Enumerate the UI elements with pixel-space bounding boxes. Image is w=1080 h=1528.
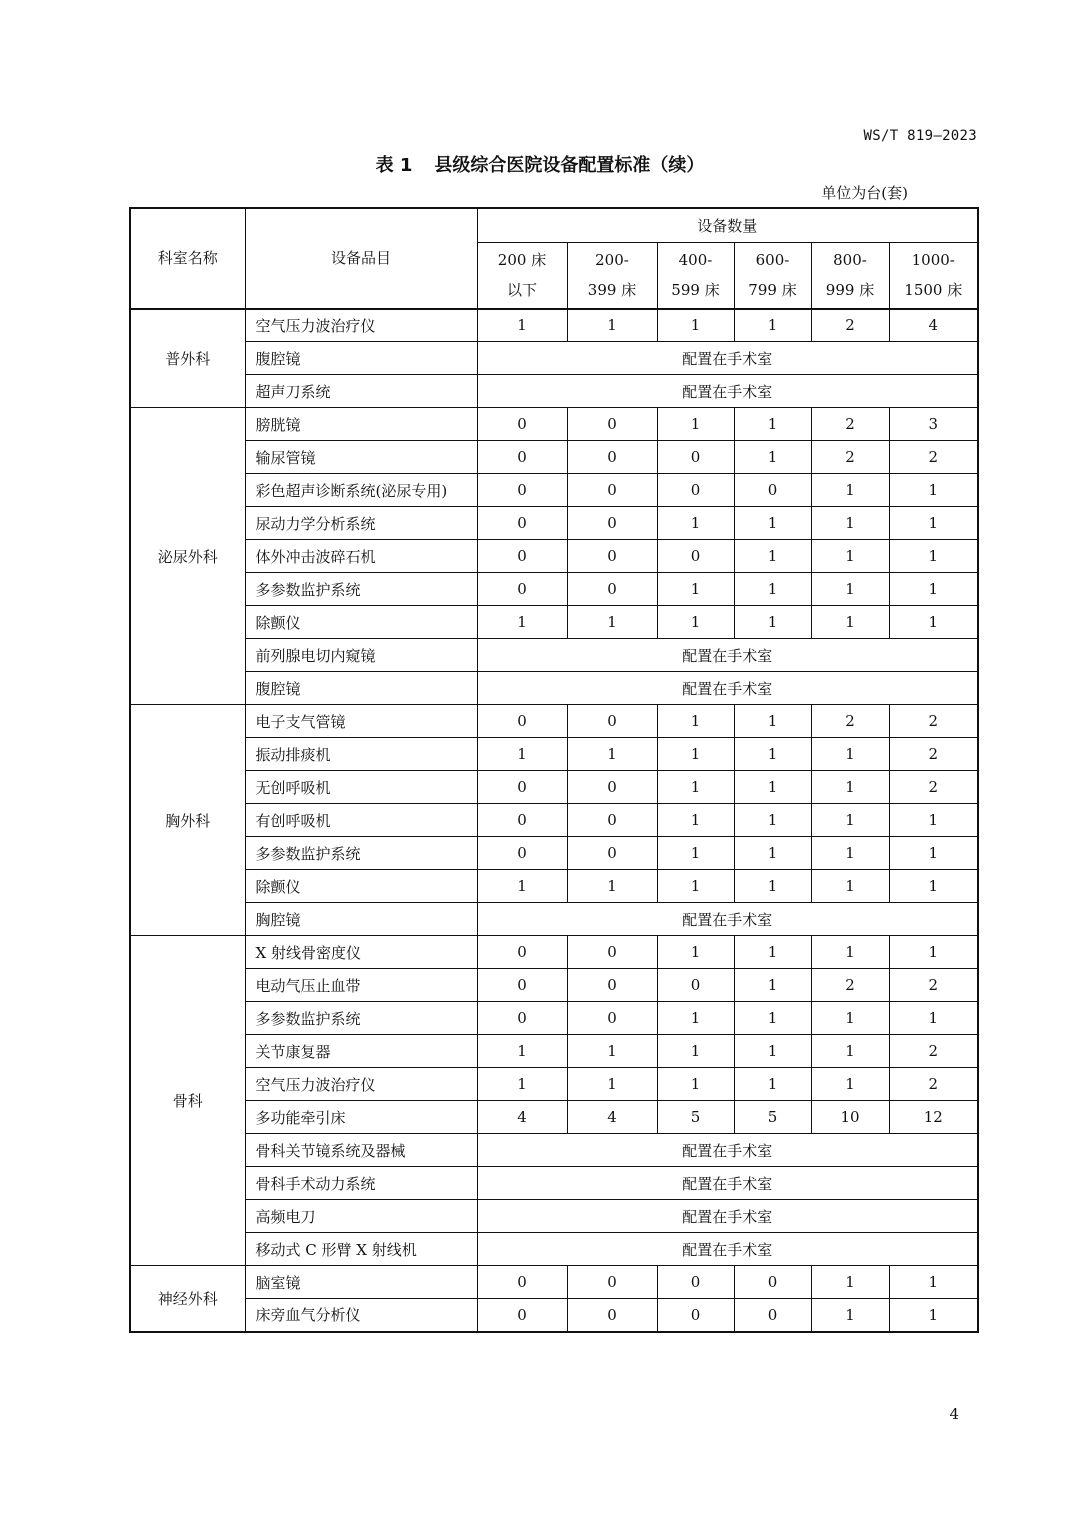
quantity-cell: 2	[889, 738, 978, 771]
equipment-item: 腹腔镜	[245, 342, 477, 375]
header-bed-range	[477, 243, 567, 309]
merged-note: 配置在手术室	[477, 1200, 978, 1233]
merged-note: 配置在手术室	[477, 375, 978, 408]
quantity-cell: 0	[567, 1266, 657, 1299]
equipment-item: 骨科关节镜系统及器械	[245, 1134, 477, 1167]
quantity-cell: 1	[734, 969, 811, 1002]
quantity-cell: 1	[477, 606, 567, 639]
quantity-cell: 1	[889, 540, 978, 573]
quantity-cell: 0	[734, 1266, 811, 1299]
quantity-cell: 1	[811, 606, 889, 639]
quantity-cell: 1	[889, 474, 978, 507]
quantity-cell: 1	[734, 309, 811, 342]
quantity-cell: 4	[889, 309, 978, 342]
table-row	[130, 672, 978, 705]
quantity-cell: 0	[657, 441, 734, 474]
quantity-cell: 1	[811, 1068, 889, 1101]
header-quantity: 设备数量	[477, 208, 978, 243]
department-name: 胸外科	[130, 705, 245, 936]
quantity-cell: 1	[811, 936, 889, 969]
quantity-cell: 1	[657, 771, 734, 804]
quantity-cell: 0	[477, 573, 567, 606]
quantity-cell: 0	[567, 969, 657, 1002]
quantity-cell: 1	[811, 1035, 889, 1068]
equipment-item: 电动气压止血带	[245, 969, 477, 1002]
quantity-cell: 0	[477, 540, 567, 573]
quantity-cell: 5	[657, 1101, 734, 1134]
quantity-cell: 1	[811, 738, 889, 771]
table-row	[130, 1167, 978, 1200]
quantity-cell: 1	[734, 804, 811, 837]
table-row	[130, 1035, 978, 1068]
quantity-cell: 0	[657, 540, 734, 573]
header-bed-range	[567, 243, 657, 309]
table-title	[0, 151, 1080, 177]
table-row	[130, 1233, 978, 1266]
quantity-cell: 0	[567, 705, 657, 738]
merged-note: 配置在手术室	[477, 342, 978, 375]
table-row	[130, 408, 978, 441]
quantity-cell: 0	[657, 1266, 734, 1299]
quantity-cell: 1	[811, 474, 889, 507]
quantity-cell: 0	[477, 507, 567, 540]
table-row	[130, 474, 978, 507]
equipment-item: 体外冲击波碎石机	[245, 540, 477, 573]
quantity-cell: 1	[889, 837, 978, 870]
quantity-cell: 1	[567, 606, 657, 639]
table-row	[130, 573, 978, 606]
quantity-cell: 1	[657, 408, 734, 441]
quantity-cell: 1	[811, 804, 889, 837]
equipment-item: 除颤仪	[245, 606, 477, 639]
table-body	[130, 309, 978, 1332]
quantity-cell: 1	[889, 936, 978, 969]
quantity-cell: 0	[567, 441, 657, 474]
quantity-cell: 0	[477, 1299, 567, 1332]
quantity-cell: 0	[567, 408, 657, 441]
quantity-cell: 0	[477, 969, 567, 1002]
table-row	[130, 1299, 978, 1332]
equipment-item: 床旁血气分析仪	[245, 1299, 477, 1332]
table-title-text: 县级综合医院设备配置标准（续）	[434, 155, 705, 176]
bed-range-line2: 1500 床	[904, 281, 963, 300]
quantity-cell: 0	[657, 1299, 734, 1332]
table-row	[130, 1200, 978, 1233]
quantity-cell: 1	[811, 573, 889, 606]
equipment-item: 脑室镜	[245, 1266, 477, 1299]
bed-range-line2: 999 床	[825, 281, 875, 300]
table-number: 表 1	[375, 155, 413, 176]
quantity-cell: 0	[567, 837, 657, 870]
quantity-cell: 0	[477, 705, 567, 738]
quantity-cell: 1	[657, 870, 734, 903]
quantity-cell: 4	[477, 1101, 567, 1134]
quantity-cell: 1	[657, 1068, 734, 1101]
quantity-cell: 2	[889, 705, 978, 738]
quantity-cell: 2	[889, 771, 978, 804]
quantity-cell: 2	[811, 969, 889, 1002]
table-row	[130, 309, 978, 342]
quantity-cell: 1	[811, 1299, 889, 1332]
equipment-item: 多参数监护系统	[245, 837, 477, 870]
table-row	[130, 936, 978, 969]
quantity-cell: 1	[734, 1068, 811, 1101]
quantity-cell: 1	[889, 606, 978, 639]
bed-range-line1: 800-	[833, 251, 867, 270]
equipment-item: 有创呼吸机	[245, 804, 477, 837]
quantity-cell: 1	[567, 738, 657, 771]
quantity-cell: 2	[811, 408, 889, 441]
quantity-cell: 1	[657, 507, 734, 540]
quantity-cell: 0	[657, 474, 734, 507]
table-row	[130, 771, 978, 804]
quantity-cell: 1	[657, 738, 734, 771]
quantity-cell: 1	[889, 1299, 978, 1332]
quantity-cell: 1	[567, 1035, 657, 1068]
equipment-item: 无创呼吸机	[245, 771, 477, 804]
quantity-cell: 1	[734, 738, 811, 771]
quantity-cell: 1	[734, 1035, 811, 1068]
quantity-cell: 1	[734, 507, 811, 540]
quantity-cell: 3	[889, 408, 978, 441]
header-bed-range	[734, 243, 811, 309]
quantity-cell: 1	[889, 507, 978, 540]
quantity-cell: 1	[734, 441, 811, 474]
quantity-cell: 1	[477, 1068, 567, 1101]
quantity-cell: 1	[889, 804, 978, 837]
quantity-cell: 2	[889, 1068, 978, 1101]
table-row	[130, 1134, 978, 1167]
quantity-cell: 0	[477, 1266, 567, 1299]
quantity-cell: 1	[811, 771, 889, 804]
quantity-cell: 0	[567, 474, 657, 507]
table-row	[130, 540, 978, 573]
quantity-cell: 0	[477, 441, 567, 474]
equipment-item: 多参数监护系统	[245, 573, 477, 606]
table-row	[130, 342, 978, 375]
quantity-cell: 1	[734, 1002, 811, 1035]
table-row	[130, 837, 978, 870]
header-bed-range	[657, 243, 734, 309]
table-row	[130, 1002, 978, 1035]
bed-range-line1: 400-	[678, 251, 713, 270]
merged-note: 配置在手术室	[477, 1167, 978, 1200]
bed-range-line2: 399 床	[587, 281, 637, 300]
equipment-item: X 射线骨密度仪	[245, 936, 477, 969]
quantity-cell: 0	[477, 936, 567, 969]
quantity-cell: 0	[567, 507, 657, 540]
equipment-item: 移动式 C 形臂 X 射线机	[245, 1233, 477, 1266]
quantity-cell: 1	[811, 837, 889, 870]
quantity-cell: 1	[657, 606, 734, 639]
quantity-cell: 2	[889, 441, 978, 474]
quantity-cell: 0	[477, 771, 567, 804]
quantity-cell: 1	[811, 507, 889, 540]
quantity-cell: 1	[734, 936, 811, 969]
quantity-cell: 0	[477, 408, 567, 441]
table-row	[130, 705, 978, 738]
quantity-cell: 0	[567, 771, 657, 804]
quantity-cell: 0	[567, 540, 657, 573]
quantity-cell: 1	[811, 870, 889, 903]
quantity-cell: 5	[734, 1101, 811, 1134]
quantity-cell: 0	[734, 1299, 811, 1332]
table-row	[130, 375, 978, 408]
quantity-cell: 1	[734, 837, 811, 870]
quantity-cell: 1	[811, 540, 889, 573]
quantity-cell: 0	[477, 837, 567, 870]
quantity-cell: 2	[811, 441, 889, 474]
quantity-cell: 1	[734, 870, 811, 903]
table-row	[130, 639, 978, 672]
table-row	[130, 1101, 978, 1134]
quantity-cell: 0	[567, 1299, 657, 1332]
quantity-cell: 0	[657, 969, 734, 1002]
equipment-item: 多参数监护系统	[245, 1002, 477, 1035]
equipment-item: 关节康复器	[245, 1035, 477, 1068]
equipment-item: 尿动力学分析系统	[245, 507, 477, 540]
equipment-item: 电子支气管镜	[245, 705, 477, 738]
equipment-item: 骨科手术动力系统	[245, 1167, 477, 1200]
quantity-cell: 1	[889, 1266, 978, 1299]
table-row	[130, 1068, 978, 1101]
page-number: 4	[949, 1405, 959, 1423]
quantity-cell: 0	[734, 474, 811, 507]
equipment-item: 前列腺电切内窥镜	[245, 639, 477, 672]
department-name: 普外科	[130, 309, 245, 408]
quantity-cell: 10	[811, 1101, 889, 1134]
bed-range-line2: 799 床	[748, 281, 797, 300]
quantity-cell: 1	[734, 408, 811, 441]
quantity-cell: 0	[567, 804, 657, 837]
quantity-cell: 0	[477, 474, 567, 507]
quantity-cell: 1	[889, 1002, 978, 1035]
bed-range-line1: 1000-	[911, 251, 955, 270]
quantity-cell: 0	[567, 1002, 657, 1035]
merged-note: 配置在手术室	[477, 639, 978, 672]
merged-note: 配置在手术室	[477, 903, 978, 936]
equipment-item: 腹腔镜	[245, 672, 477, 705]
header-bed-range	[811, 243, 889, 309]
quantity-cell: 1	[657, 573, 734, 606]
quantity-cell: 1	[734, 573, 811, 606]
quantity-cell: 1	[477, 1035, 567, 1068]
bed-range-line1: 200 床	[497, 251, 547, 270]
quantity-cell: 1	[477, 309, 567, 342]
standard-code: WS/T 819—2023	[863, 128, 977, 144]
equipment-item: 高频电刀	[245, 1200, 477, 1233]
equipment-item: 空气压力波治疗仪	[245, 309, 477, 342]
quantity-cell: 4	[567, 1101, 657, 1134]
equipment-item: 多功能牵引床	[245, 1101, 477, 1134]
header-bed-range	[889, 243, 978, 309]
equipment-item: 除颤仪	[245, 870, 477, 903]
quantity-cell: 1	[734, 771, 811, 804]
merged-note: 配置在手术室	[477, 672, 978, 705]
quantity-cell: 0	[567, 573, 657, 606]
department-name: 泌尿外科	[130, 408, 245, 705]
table-header	[130, 208, 978, 309]
table-row	[130, 903, 978, 936]
quantity-cell: 12	[889, 1101, 978, 1134]
quantity-cell: 1	[657, 705, 734, 738]
quantity-cell: 2	[811, 309, 889, 342]
bed-range-line2: 以下	[506, 281, 537, 300]
quantity-cell: 1	[657, 837, 734, 870]
equipment-item: 胸腔镜	[245, 903, 477, 936]
equipment-item: 膀胱镜	[245, 408, 477, 441]
quantity-cell: 2	[811, 705, 889, 738]
quantity-cell: 1	[889, 573, 978, 606]
table-row	[130, 507, 978, 540]
quantity-cell: 1	[657, 804, 734, 837]
table-row	[130, 1266, 978, 1299]
table-row	[130, 804, 978, 837]
header-item: 设备品目	[245, 208, 477, 309]
merged-note: 配置在手术室	[477, 1233, 978, 1266]
quantity-cell: 1	[477, 870, 567, 903]
quantity-cell: 1	[889, 870, 978, 903]
quantity-cell: 0	[477, 804, 567, 837]
quantity-cell: 1	[657, 1035, 734, 1068]
quantity-cell: 1	[811, 1266, 889, 1299]
department-name: 神经外科	[130, 1266, 245, 1332]
equipment-item: 彩色超声诊断系统(泌尿专用)	[245, 474, 477, 507]
quantity-cell: 2	[889, 1035, 978, 1068]
table-row	[130, 870, 978, 903]
equipment-item: 振动排痰机	[245, 738, 477, 771]
bed-range-line2: 599 床	[671, 281, 720, 300]
equipment-item: 超声刀系统	[245, 375, 477, 408]
table-row	[130, 606, 978, 639]
quantity-cell: 1	[567, 870, 657, 903]
quantity-cell: 2	[889, 969, 978, 1002]
unit-note: 单位为台(套)	[821, 184, 908, 202]
table-row	[130, 441, 978, 474]
quantity-cell: 1	[657, 309, 734, 342]
equipment-table	[129, 207, 979, 1333]
merged-note: 配置在手术室	[477, 1134, 978, 1167]
quantity-cell: 1	[734, 705, 811, 738]
quantity-cell: 0	[567, 936, 657, 969]
quantity-cell: 1	[567, 1068, 657, 1101]
quantity-cell: 1	[811, 1002, 889, 1035]
header-department: 科室名称	[130, 208, 245, 309]
bed-range-line1: 600-	[755, 251, 790, 270]
bed-range-line1: 200-	[595, 251, 629, 270]
quantity-cell: 1	[567, 309, 657, 342]
quantity-cell: 1	[734, 606, 811, 639]
table-row	[130, 738, 978, 771]
equipment-item: 输尿管镜	[245, 441, 477, 474]
quantity-cell: 0	[477, 1002, 567, 1035]
quantity-cell: 1	[477, 738, 567, 771]
quantity-cell: 1	[657, 1002, 734, 1035]
table-row	[130, 969, 978, 1002]
quantity-cell: 1	[657, 936, 734, 969]
department-name: 骨科	[130, 936, 245, 1266]
quantity-cell: 1	[734, 540, 811, 573]
equipment-item: 空气压力波治疗仪	[245, 1068, 477, 1101]
